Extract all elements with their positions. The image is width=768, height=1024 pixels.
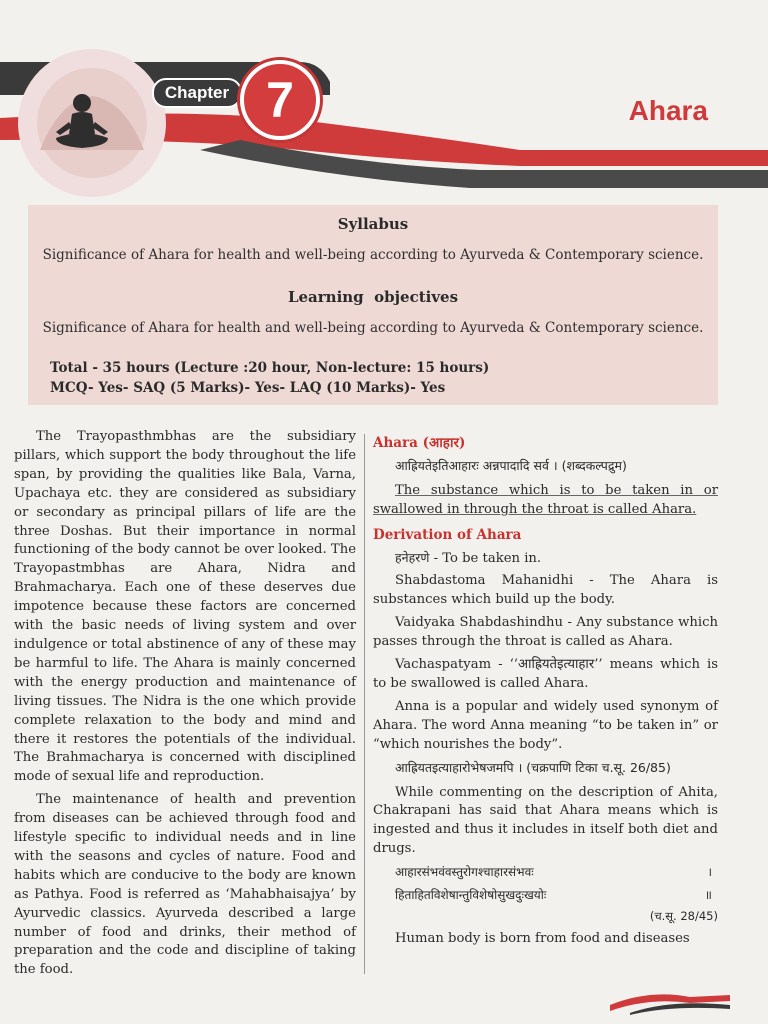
column-divider xyxy=(364,434,365,974)
closing-line: Human body is born from food and diseases xyxy=(395,930,690,946)
chapter-header xyxy=(0,0,768,205)
verse-mark-1: । xyxy=(707,865,712,880)
vaidyaka-definition: Vaidyaka Shabdashindhu - Any substance which passes through the throat is called as Ahara. xyxy=(373,615,718,650)
verse-mark-2: ॥ xyxy=(704,888,712,903)
chapter-label: Chapter xyxy=(152,78,242,108)
vachaspatyam-definition: Vachaspatyam - ‘‘आह्रियतेइत्याहार’’ means which is to be swallowed is called Ahara. xyxy=(373,657,718,691)
paragraph-maintenance-of-health: The maintenance of health and prevention from diseases can be achieved through food and lifestyle specific to individual needs and in line with the seasons and cycles of nature. Food and habits which are conducive to the body are known as Pathya. Food is referred as ‘Mahabhaisajya’ by Ayurvedic classics. Ayurveda described a large number of food and drinks, their method of preparation and the code and discipline of taking the food. xyxy=(14,792,356,978)
chapter-title: Ahara xyxy=(628,95,708,126)
derivation-root-meaning: - To be taken in. xyxy=(429,550,542,566)
ahara-heading: Ahara (आहार) xyxy=(373,435,466,451)
right-column xyxy=(373,434,718,953)
verse-line-2 xyxy=(395,886,718,905)
syllabus-heading: Syllabus xyxy=(337,215,409,233)
chakrapani-sanskrit: आह्रियतइत्याहारोभेषजमपि । (चक्रपाणि टिका च.सू. 26/85) xyxy=(395,759,671,775)
shabdastoma-definition: Shabdastoma Mahanidhi - The Ahara is substances which build up the body. xyxy=(373,573,718,608)
ahara-sanskrit-definition: आह्रियतेइतिआहारः अन्नपादादि सर्व । (शब्दकल्पद्रुम) xyxy=(395,457,627,473)
derivation-root-sanskrit: हनेहरणे xyxy=(395,549,430,565)
verse-line-2-text: हिताहितविशेषान्तुविशेषोसुखदुःखयोः xyxy=(395,888,547,903)
objectives-heading: Learning objectives xyxy=(287,288,459,306)
objectives-text: Significance of Ahara for health and well-being according to Ayurveda & Contemporary science. xyxy=(42,320,704,336)
syllabus-text: Significance of Ahara for health and well-being according to Ayurveda & Contemporary science. xyxy=(42,247,704,263)
verse-line-1 xyxy=(395,863,718,882)
syllabus-box xyxy=(28,205,718,405)
verse-line-1-text: आहारसंभवंवस्तुरोगश्चाहारसंभवः xyxy=(395,865,534,880)
anna-synonym: Anna is a popular and widely used synonym of Ahara. The word Anna meaning “to be taken in” or “which nourishes the body”. xyxy=(373,698,718,752)
total-hours-line: Total - 35 hours (Lecture :20 hour, Non-lecture: 15 hours) xyxy=(50,360,490,376)
derivation-root xyxy=(373,549,718,569)
chakrapani-commentary: While commenting on the description of Ahita, Chakrapani has said that Ahara means which is ingested and thus it includes in itself both diet and drugs. xyxy=(373,784,718,857)
ahara-definition: The substance which is to be taken in or swallowed in through the throat is called Ahara. xyxy=(373,482,718,517)
left-column xyxy=(14,428,356,984)
verse-reference: (च.सू. 28/45) xyxy=(649,908,718,923)
marks-line: MCQ- Yes- SAQ (5 Marks)- Yes- LAQ (10 Marks)- Yes xyxy=(50,380,446,396)
footer-swoosh-graphic xyxy=(610,985,730,1015)
derivation-heading: Derivation of Ahara xyxy=(373,526,522,543)
paragraph-trayopasthambha: The Trayopasthmbhas are the subsidiary pillars, which support the body throughout the life span, by providing the qualities like Bala, Varna, Upachaya etc. they are considered as subsidiary or secondary as principal pillars of life are the three Doshas. But their importance in normal functioning of the body cannot be over looked. The Trayopastmbhas are Ahara, Nidra and Brahmacharya. Each one of these deserves due impotence because these factors are concerned with the basic needs of living system and over indulgence or total abstinence of any of these may be harmful to life. The Ahara is mainly concerned with the energy production and maintenance of living tissues. The Nidra is the one which provide complete relaxation to the body and mind and there it restores the potentials of the individual. The Brahmacharya is concerned with disciplined mode of sexual life and reproduction. xyxy=(14,429,356,785)
chapter-number-badge: 7 xyxy=(240,60,320,140)
